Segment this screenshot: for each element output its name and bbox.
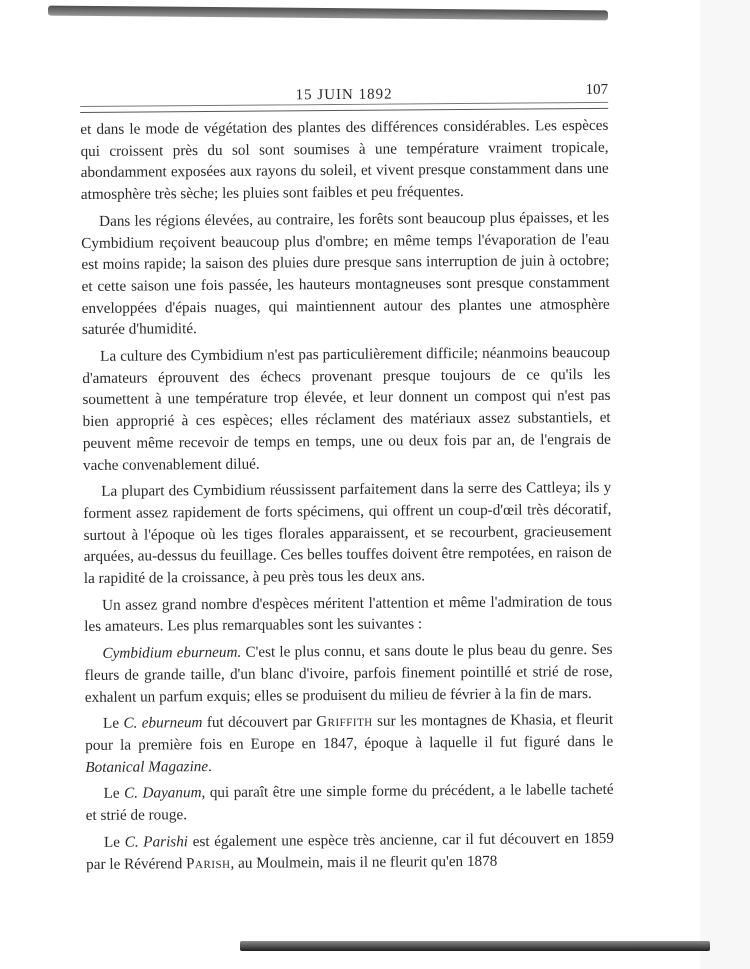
- text-run: La plupart des Cymbidium réussissent parfaitement dans la serre des Cattleya; ils y forment assez rapidement de forts spécimens, qui offrent un coup-d'œil très décoratif, surtout à l'époque où les tiges florales apparaissent, et se recourbent, gracieusement arquées, au-dessus du feuillage. Ces belles touffes doivent être rempotées, en raison de la rapidité de la croissance, à peu près tous les deux ans.: [83, 479, 612, 588]
- paragraph: [86, 828, 614, 876]
- paragraph: [85, 709, 613, 778]
- italic-term: Cymbidium eburneum.: [102, 643, 242, 663]
- text-run: , au Moulmein, mais il ne fleurit qu'en 1878: [230, 852, 498, 872]
- scan-margin-right: [700, 0, 750, 969]
- text-run: sur les montagnes de Khasia, et fleurit pour la première fois en Europe en 1847, époque à laquelle il fut figuré dans le: [85, 711, 614, 754]
- text-run: fut découvert par: [202, 713, 317, 732]
- page-number: 107: [580, 82, 609, 99]
- text-run: .: [208, 757, 212, 775]
- paragraph: [81, 207, 610, 341]
- text-run: Le: [103, 833, 125, 851]
- scan-shadow-bottom: [240, 941, 710, 951]
- book-page: [80, 80, 614, 880]
- text-run: La culture des Cymbidium n'est pas particulièrement difficile; néanmoins beaucoup d'amateurs éprouvent des échecs provenant presque toujours de ce qu'ils les soumettent à une température trop élevée, et leur donnent un compost qui n'est pas bien approprié à ces espèces; elles réclament des matériaux assez substantiels, et peuvent même recevoir de temps en temps, une ou deux fois par an, de l'engrais de vache convenablement dilué.: [82, 343, 611, 474]
- running-head-date: 15 JUIN 1892: [279, 86, 409, 104]
- paragraph: [84, 639, 612, 708]
- paragraph: [80, 115, 609, 206]
- italic-term: Botanical Magazine: [85, 757, 209, 776]
- person-name: Parish: [185, 854, 231, 872]
- text-run: Le: [102, 714, 124, 733]
- text-run: Un assez grand nombre d'espèces méritent l'attention et même l'admiration de tous les amateurs. Les plus remarquables sont les suivantes :: [84, 592, 613, 636]
- italic-term: C. Dayanum: [124, 784, 202, 803]
- paragraph: [83, 477, 612, 590]
- text-run: C'est le plus connu, et sans doute le plus beau du genre. Ses fleurs de grande taille, d'un blanc d'ivoire, parfois finement pointillé et strié de rose, exhalent un parfum exquis; elles se produisent du milieu de février à la fin de mars.: [84, 641, 613, 706]
- text-run: et dans le mode de végétation des plantes des différences considérables. Les espèces qui croissent près du sol sont soumises à une température vraiment tropicale, abondamment exposées aux rayons du soleil, et vivent presque constamment dans une atmosphère très sèche; les pluies sont faibles et peu fréquentes.: [80, 116, 609, 204]
- text-run: Le: [103, 785, 125, 803]
- person-name: Griffith: [316, 713, 373, 731]
- scan-shadow-top: [48, 6, 608, 21]
- paragraph: [82, 342, 611, 476]
- italic-term: C. Parishi: [124, 832, 189, 851]
- italic-term: C. eburneum: [123, 714, 203, 732]
- paragraph: [84, 591, 612, 639]
- text-run: est également une espèce très ancienne, car il fut découvert en 1859 par le Révérend: [86, 829, 615, 873]
- text-run: , qui paraît être une simple forme du précédent, a le labelle tacheté et strié de rouge.: [85, 781, 614, 825]
- paragraph: [85, 779, 613, 827]
- page-header: [80, 80, 608, 113]
- text-run: Dans les régions élevées, au contraire, les forêts sont beaucoup plus épaisses, et les Cymbidium reçoivent beaucoup plus d'ombre; en même temps l'évaporation de l'eau est moins rapide; la saison des pluies dure presque sans interruption de juin à octobre; et cette saison une fois passée, les hauteurs montagneuses sont presque constamment enveloppées d'épais nuages, qui maintiennent autour des plantes une atmosphère saturée d'humidité.: [81, 208, 610, 339]
- body-text: [80, 115, 614, 875]
